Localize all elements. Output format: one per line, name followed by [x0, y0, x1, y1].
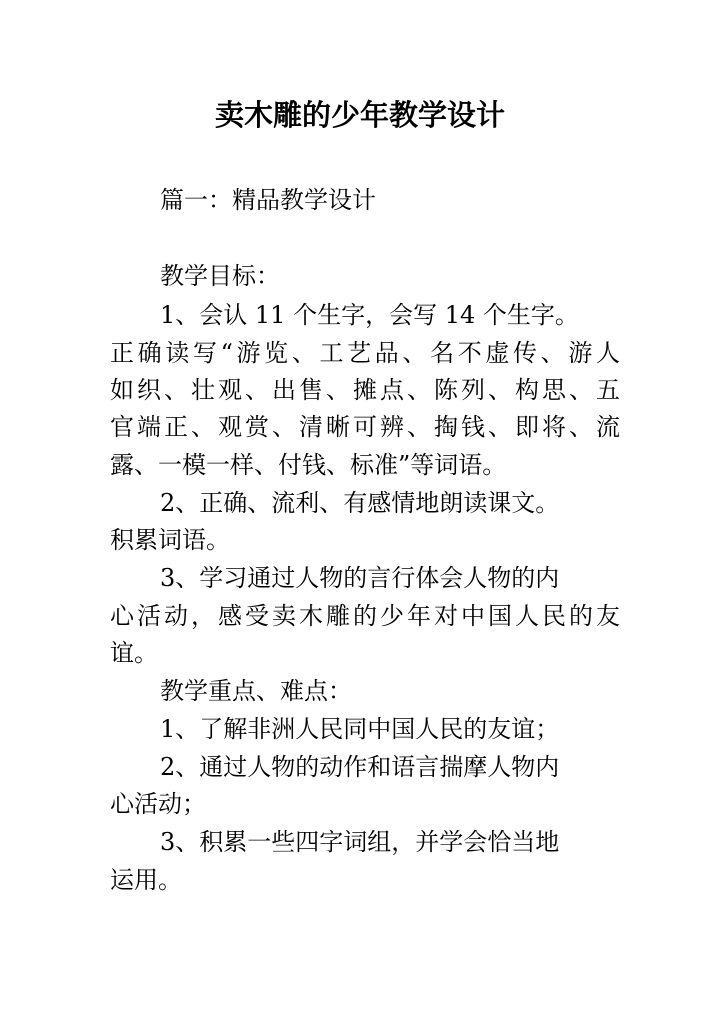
objective-2-line-2: 积累词语。	[110, 526, 230, 554]
objective-1-line-4: 官端正、观赏、清晰可辨、掏钱、即将、流	[110, 413, 620, 441]
objective-3-line-1: 3、学习通过人物的言行体会人物的内	[160, 564, 560, 592]
key-point-3-line-1: 3、积累一些四字词组，并学会恰当地	[160, 828, 560, 856]
objective-1-line-5: 露、一模一样、付钱、标准”等词语。	[110, 451, 507, 479]
key-point-3-line-2: 运用。	[110, 866, 182, 894]
key-point-2-line-1: 2、通过人物的动作和语言揣摩人物内	[160, 753, 560, 781]
objective-1-line-3: 如织、壮观、出售、摊点、陈列、构思、五	[110, 376, 620, 404]
objective-1-line-1: 1、会认 11 个生字，会写 14 个生字。	[160, 301, 579, 329]
document-title: 卖木雕的少年教学设计	[214, 98, 505, 132]
section-heading: 篇一：精品教学设计	[160, 186, 376, 214]
objective-3-line-2: 心活动，感受卖木雕的少年对中国人民的友	[110, 602, 620, 630]
key-points-heading: 教学重点、难点：	[160, 677, 352, 705]
objective-3-line-3: 谊。	[110, 639, 158, 667]
objective-1-line-2: 正确读写“游览、工艺品、名不虚传、游人	[110, 339, 620, 367]
key-point-1: 1、了解非洲人民同中国人民的友谊；	[160, 715, 560, 743]
key-point-2-line-2: 心活动；	[110, 790, 206, 818]
objective-2-line-1: 2、正确、流利、有感情地朗读课文。	[160, 489, 560, 517]
objectives-heading: 教学目标：	[160, 262, 280, 290]
